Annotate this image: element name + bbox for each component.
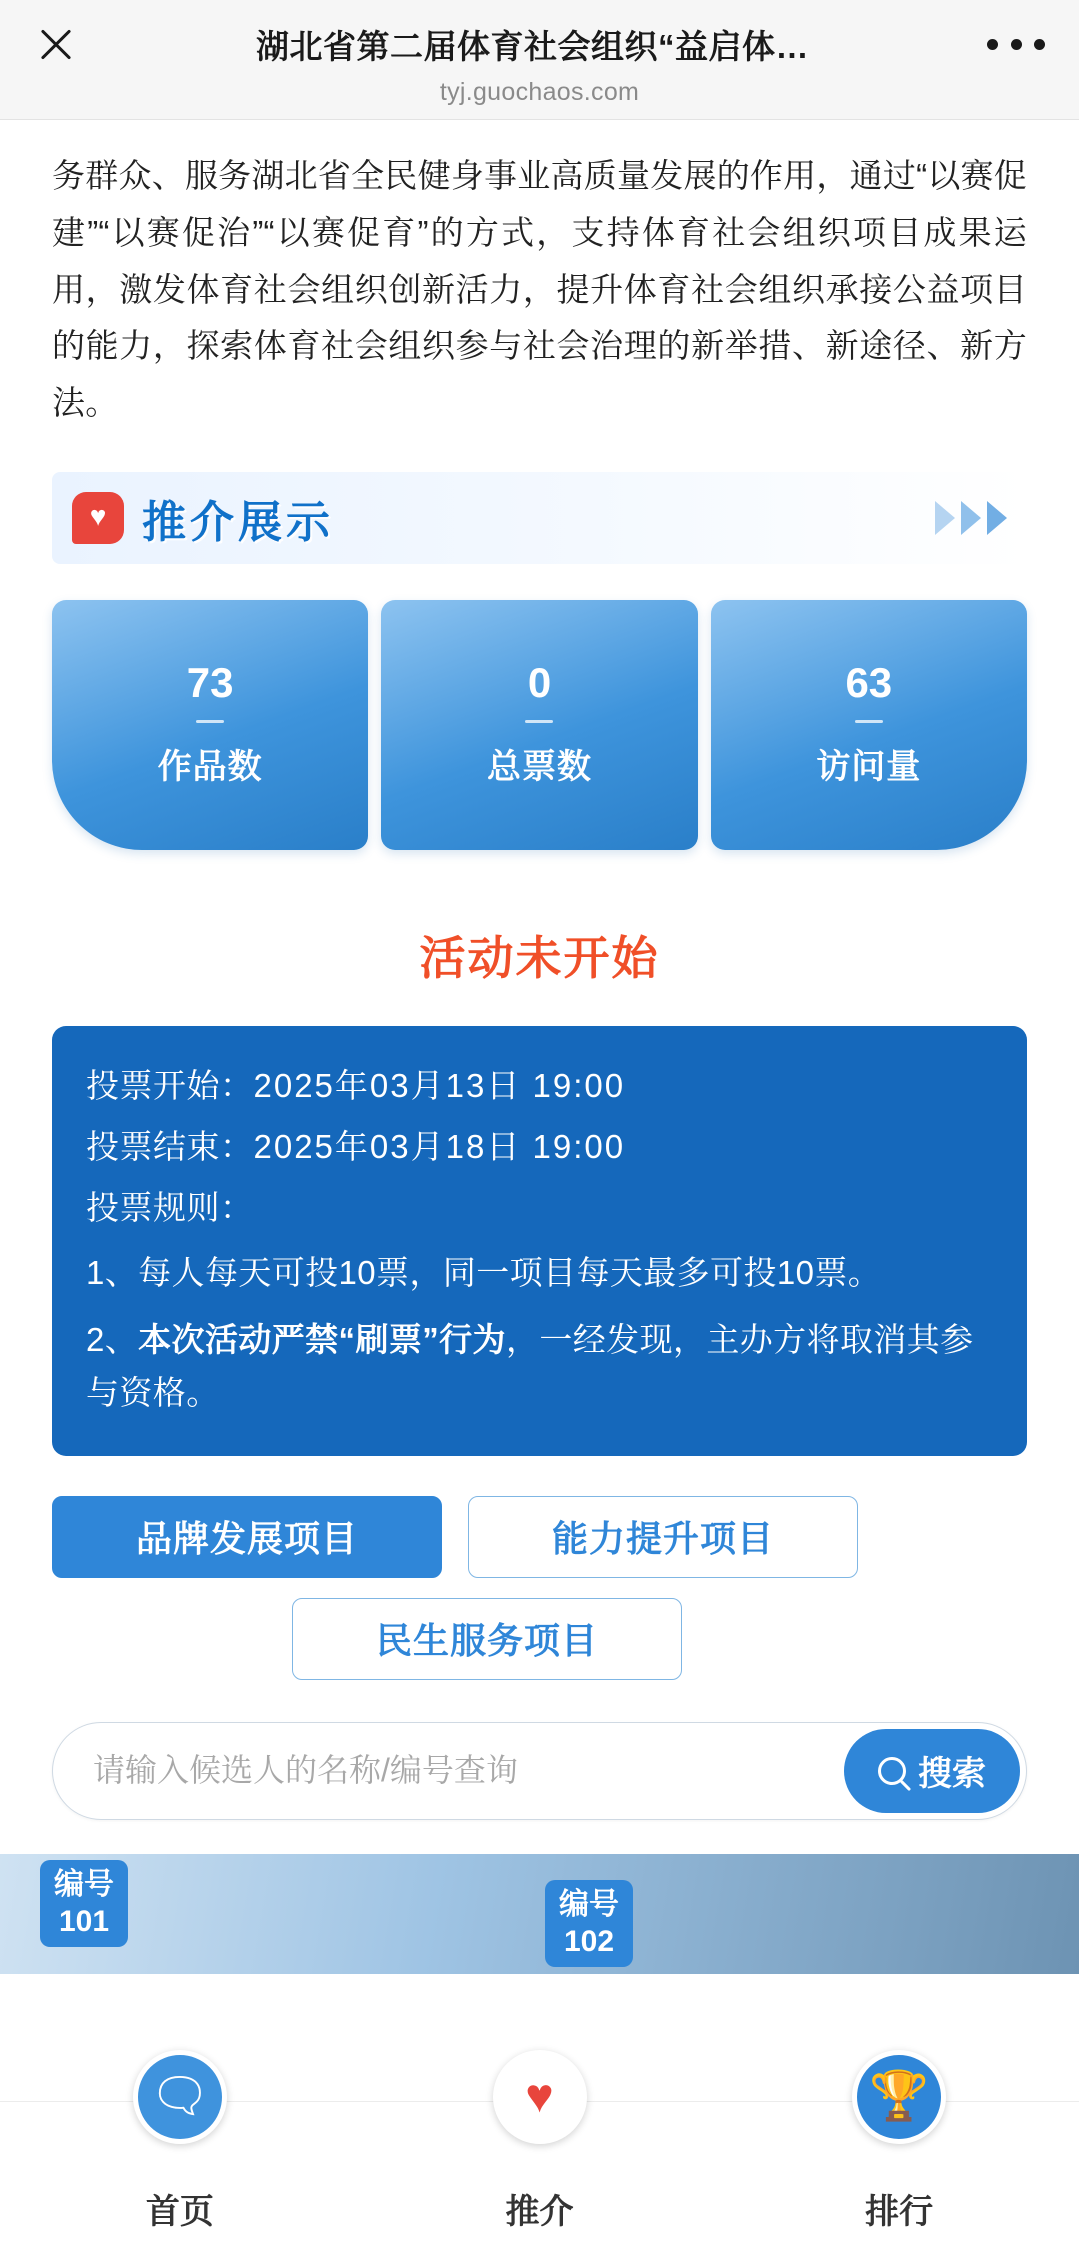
heart-glyph: ♥ bbox=[525, 2070, 554, 2123]
page-title: 湖北省第二届体育社会组织“益启体… bbox=[256, 27, 809, 65]
badge-label: 编号 bbox=[54, 1867, 114, 1901]
more-options-icon[interactable] bbox=[987, 22, 1045, 66]
heart-icon bbox=[493, 2050, 587, 2144]
stat-separator bbox=[855, 720, 883, 723]
category-tab-brand[interactable]: 品牌发展项目 bbox=[52, 1496, 442, 1578]
search-bar bbox=[52, 1722, 1027, 1820]
rule-item-2-emphasis: 本次活动严禁“刷票”行为 bbox=[138, 1320, 506, 1358]
stat-separator bbox=[196, 720, 224, 723]
rules-heading: 投票规则： bbox=[86, 1189, 254, 1227]
rule-item-2-suffix: ，一经发现，主办方将取消其参与资格。 bbox=[86, 1320, 974, 1411]
search-button-label: 搜索 bbox=[918, 1755, 986, 1794]
rule-item-2 bbox=[86, 1314, 993, 1420]
more-dot bbox=[987, 39, 998, 50]
vote-end-label: 投票结束： bbox=[86, 1127, 254, 1165]
more-dot bbox=[1034, 39, 1045, 50]
more-dot bbox=[1011, 39, 1022, 50]
rule-item-1: 1、每人每天可投10票，同一项目每天最多可投10票。 bbox=[86, 1254, 882, 1292]
intro-paragraph: 务群众、服务湖北省全民健身事业高质量发展的作用，通过“以赛促建”“以赛促治”“以赛促育”的方式，支持体育社会组织项目成果运用，激发体育社会组织创新活力，提升体育社会组织承接公益项目的能力，探索体育社会组织参与社会治理的新举措、新途径、新方法。 bbox=[52, 157, 1027, 421]
vote-start-value: 2025年03月13日 19:00 bbox=[253, 1066, 626, 1104]
category-tab-capability[interactable]: 能力提升项目 bbox=[468, 1496, 858, 1578]
stat-value: 73 bbox=[186, 658, 234, 706]
nav-label-home: 首页 bbox=[145, 2193, 214, 2231]
trophy-glyph: 🏆 bbox=[869, 2070, 930, 2123]
category-tab-livelihood[interactable]: 民生服务项目 bbox=[292, 1598, 682, 1680]
heart-badge-icon bbox=[72, 492, 124, 544]
vote-start-row bbox=[86, 1060, 993, 1111]
stat-card-votes bbox=[381, 600, 697, 850]
nav-label-promo: 推介 bbox=[505, 2193, 574, 2231]
badge-label: 编号 bbox=[559, 1887, 619, 1921]
stat-label: 访问量 bbox=[816, 747, 922, 786]
page-content bbox=[0, 120, 1079, 1974]
status-badge: 活动未开始 bbox=[419, 931, 660, 984]
rule-item-2-prefix: 2、 bbox=[86, 1320, 139, 1358]
nav-item-home[interactable] bbox=[0, 2070, 360, 2249]
section-title: 推介展示 bbox=[142, 497, 334, 547]
stat-value: 63 bbox=[845, 658, 893, 706]
candidate-number-badge bbox=[40, 1860, 128, 1947]
browser-chrome bbox=[0, 0, 1079, 120]
vote-end-value: 2025年03月18日 19:00 bbox=[253, 1127, 626, 1165]
badge-number: 101 bbox=[58, 1905, 110, 1939]
bottom-navigation bbox=[0, 2070, 1079, 2249]
stat-separator bbox=[525, 720, 553, 723]
section-banner bbox=[52, 472, 1027, 564]
url-label: tyj.guochaos.com bbox=[439, 78, 640, 106]
category-tabs bbox=[52, 1496, 1027, 1680]
nav-label-rank: 排行 bbox=[865, 2193, 934, 2231]
stat-card-visits bbox=[711, 600, 1027, 850]
nav-item-promo[interactable] bbox=[360, 2070, 720, 2249]
double-arrow-icon bbox=[935, 501, 1007, 535]
vote-start-label: 投票开始： bbox=[86, 1066, 254, 1104]
candidate-number-badge bbox=[545, 1880, 633, 1967]
stats-row bbox=[52, 600, 1027, 850]
trophy-icon bbox=[852, 2050, 946, 2144]
stat-label: 作品数 bbox=[157, 747, 263, 786]
nav-item-rank[interactable] bbox=[719, 2070, 1079, 2249]
candidate-cards-strip bbox=[0, 1854, 1079, 1974]
search-input[interactable] bbox=[93, 1752, 844, 1789]
home-chat-glyph: 🗨 bbox=[149, 2070, 211, 2123]
stat-card-works bbox=[52, 600, 368, 850]
browser-toolbar bbox=[0, 14, 1079, 74]
badge-number: 102 bbox=[563, 1925, 615, 1959]
vote-rules-box bbox=[52, 1026, 1027, 1456]
stat-value: 0 bbox=[527, 658, 552, 706]
search-icon bbox=[878, 1757, 906, 1785]
home-chat-icon bbox=[133, 2050, 227, 2144]
close-icon[interactable] bbox=[34, 22, 78, 66]
search-button[interactable] bbox=[844, 1729, 1020, 1813]
vote-end-row bbox=[86, 1121, 993, 1172]
stat-label: 总票数 bbox=[486, 747, 592, 786]
